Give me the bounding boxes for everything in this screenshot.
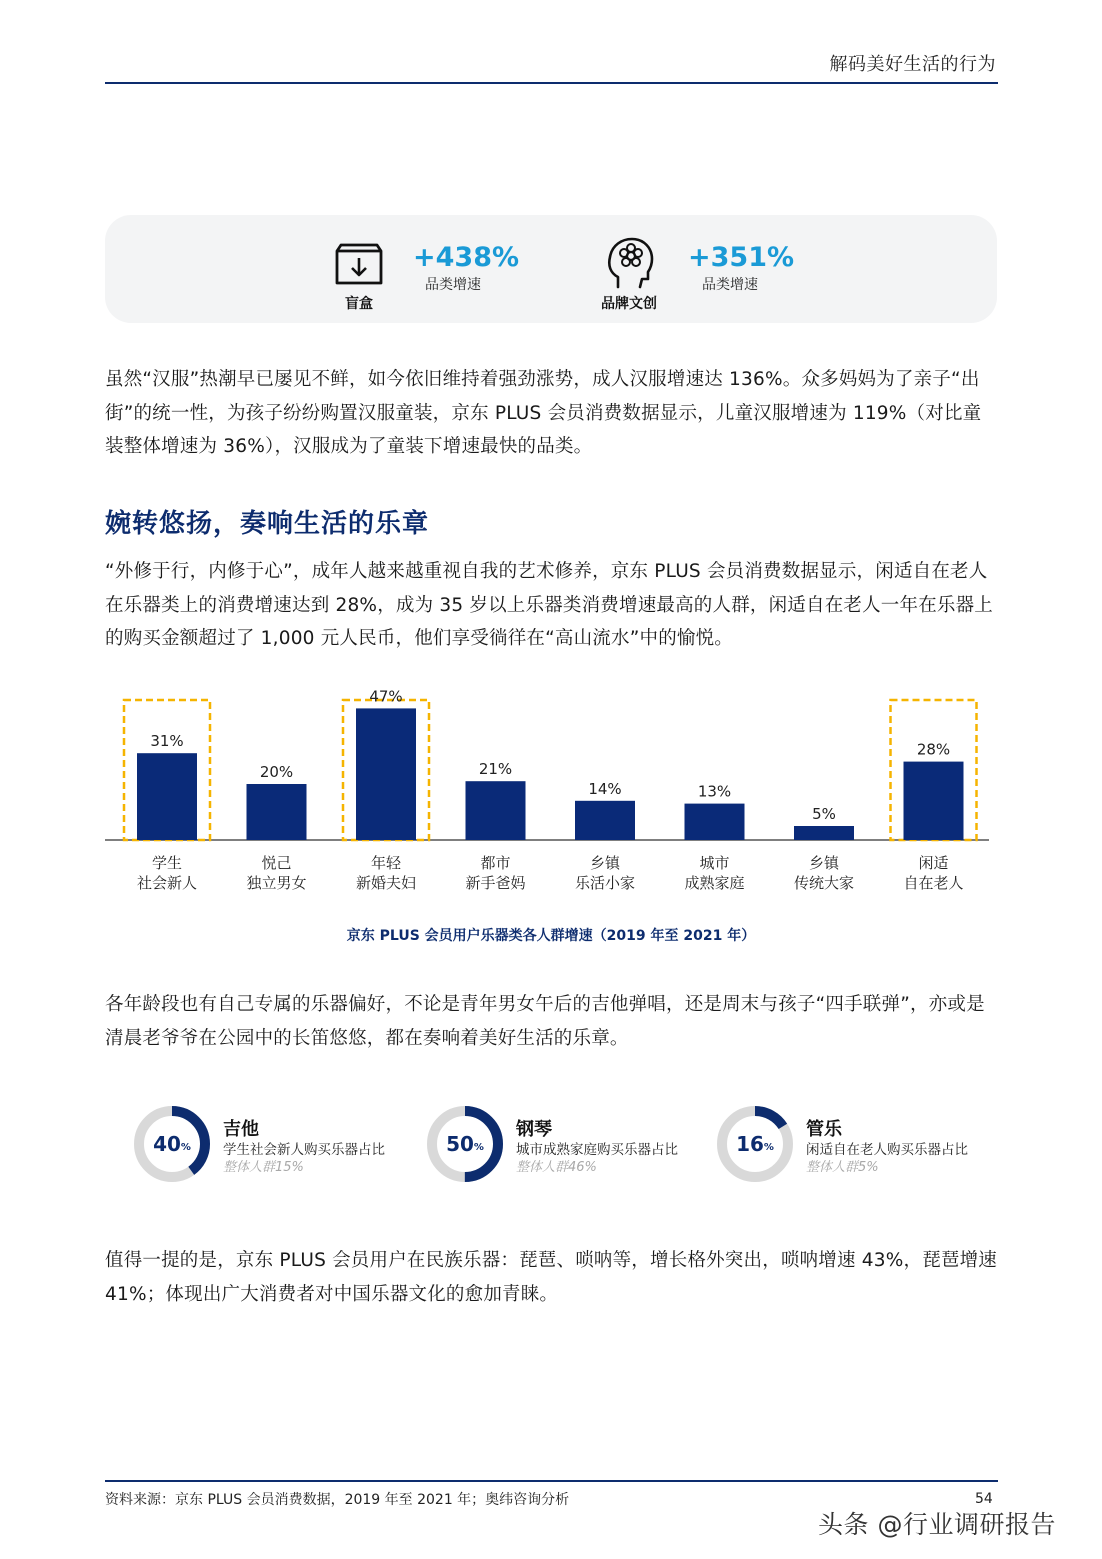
bar bbox=[247, 784, 307, 840]
category-label: 新婚夫妇 bbox=[355, 874, 417, 892]
paragraph-folk: 值得一提的是，京东 PLUS 会员用户在民族乐器：琵琶、唢呐等，增长格外突出，唢呐增速 43%，琵琶增速 41%；体现出广大消费者对中国乐器文化的愈加青睐。 bbox=[105, 1250, 997, 1305]
bar-value-label: 31% bbox=[150, 732, 184, 751]
category-label: 闲适 bbox=[918, 854, 949, 872]
donut-desc: 闲适自在老人购买乐器占比 bbox=[806, 1142, 968, 1158]
category-label: 乐活小家 bbox=[574, 874, 636, 892]
bar bbox=[137, 753, 197, 840]
category-label: 社会新人 bbox=[136, 874, 198, 892]
stat-label-brand: 品牌文创 bbox=[601, 296, 657, 312]
bar bbox=[575, 801, 635, 840]
bar-value-label: 13% bbox=[697, 782, 732, 801]
bar-value-label: 14% bbox=[588, 779, 622, 798]
category-label: 成熟家庭 bbox=[684, 874, 745, 892]
donut-title: 钢琴 bbox=[516, 1119, 552, 1140]
stat-value-brand: +351% bbox=[688, 242, 795, 273]
category-label: 城市 bbox=[699, 854, 730, 872]
category-label: 都市 bbox=[480, 854, 511, 872]
paragraph-preferences: 各年龄段也有自己专属的乐器偏好，不论是青年男女午后的吉他弹唱，还是周末与孩子“四手联弹”，亦或是清晨老爷爷在公园中的长笛悠悠，都在奏响着美好生活的乐章。 bbox=[105, 994, 985, 1049]
paragraph-instruments: “外修于行，内修于心”，成年人越来越重视自我的艺术修养，京东 PLUS 会员消费数据显示，闲适自在老人在乐器类上的消费增速达到 28%，成为 35 岁以上乐器类消费增速最高的人群，闲适自在老人一年在乐器上的购买金额超过了 1,000 元人民币，他们享受徜徉在“高山流水”中的愉悦。 bbox=[105, 561, 994, 649]
donut-desc: 学生社会新人购买乐器占比 bbox=[223, 1142, 385, 1158]
bar bbox=[904, 762, 964, 840]
category-label: 学生 bbox=[151, 854, 183, 872]
bar bbox=[356, 708, 416, 840]
donut-note: 整体人群46% bbox=[516, 1160, 597, 1175]
bar-value-label: 28% bbox=[916, 740, 951, 759]
category-label: 年轻 bbox=[370, 854, 402, 872]
bar bbox=[794, 826, 854, 840]
category-label: 悦己 bbox=[261, 854, 292, 872]
chart-caption: 京东 PLUS 会员用户乐器类各人群增速（2019 年至 2021 年） bbox=[346, 928, 756, 944]
header-divider bbox=[105, 82, 998, 84]
category-label: 传统大家 bbox=[793, 874, 855, 892]
stat-sub-brand: 品类增速 bbox=[702, 277, 758, 293]
footer-source: 资料来源：京东 PLUS 会员消费数据，2019 年至 2021 年；奥纬咨询分析 bbox=[105, 1492, 570, 1508]
stat-value-blindbox: +438% bbox=[413, 242, 520, 273]
paragraph-hanfu: 虽然“汉服”热潮早已屡见不鲜，如今依旧维持着强劲涨势，成人汉服增速达 136%。众多妈妈为了亲子“出街”的统一性，为孩子纷纷购置汉服童装，京东 PLUS 会员消费数据显示，儿童汉服增速为 119%（对比童装整体增速为 36%），汉服成为了童装下增速最快的品类。 bbox=[105, 369, 982, 457]
category-label: 乡镇 bbox=[589, 854, 621, 872]
footer-divider bbox=[105, 1480, 998, 1482]
category-label: 乡镇 bbox=[808, 854, 840, 872]
stats-card bbox=[105, 215, 997, 323]
bar-value-label: 5% bbox=[812, 805, 836, 823]
bar-value-label: 20% bbox=[259, 763, 294, 781]
donut-value: 40 % bbox=[153, 1132, 191, 1156]
section-title: 婉转悠扬，奏响生活的乐章 bbox=[105, 509, 430, 539]
header-title: 解码美好生活的行为 bbox=[829, 54, 996, 75]
donut-note: 整体人群15% bbox=[223, 1160, 304, 1175]
stat-label-blindbox: 盲盒 bbox=[345, 296, 373, 312]
donut-value: 50 % bbox=[446, 1132, 484, 1156]
box-download-icon bbox=[333, 237, 385, 289]
donut-piano bbox=[424, 1103, 704, 1187]
bar-value-label: 21% bbox=[478, 760, 513, 779]
stat-sub-blindbox: 品类增速 bbox=[425, 277, 481, 293]
donut-guitar bbox=[131, 1103, 411, 1187]
bar-value-label: 47% bbox=[369, 690, 403, 706]
bar bbox=[466, 781, 526, 840]
head-flower-icon bbox=[604, 235, 656, 291]
watermark: 头条 @行业调研报告 bbox=[818, 1510, 1056, 1539]
instrument-growth-bar-chart bbox=[105, 690, 997, 905]
donut-desc: 城市成熟家庭购买乐器占比 bbox=[516, 1142, 678, 1158]
donut-title: 吉他 bbox=[223, 1119, 259, 1140]
category-label: 自在老人 bbox=[903, 874, 964, 892]
donut-wind bbox=[714, 1103, 994, 1187]
page-number: 54 bbox=[975, 1491, 993, 1507]
category-label: 新手爸妈 bbox=[465, 874, 526, 892]
bar bbox=[685, 804, 745, 840]
donut-value: 16 % bbox=[736, 1132, 774, 1156]
donut-note: 整体人群5% bbox=[806, 1160, 879, 1175]
category-label: 独立男女 bbox=[246, 874, 307, 892]
donut-title: 管乐 bbox=[806, 1119, 842, 1140]
